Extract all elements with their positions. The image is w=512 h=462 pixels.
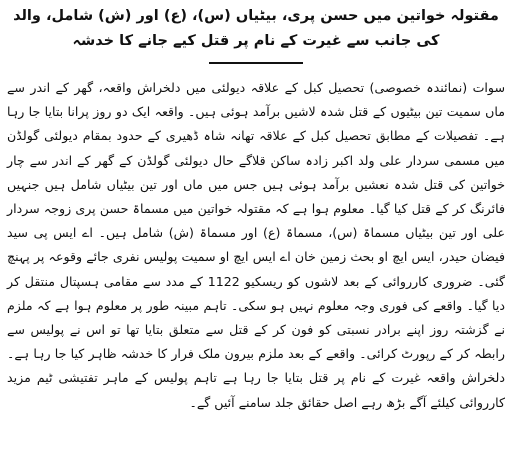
article-body: سوات (نمائندہ خصوصی) تحصیل کبل کے علاقہ دیولئی میں دلخراش واقعہ، گھر کے اندر سے ماں سمیت تین بیٹیوں کے قتل شدہ لاشیں برآمد ہوئی ہیں۔ واقعہ ایک دو روز پرانا بتایا جا رہا ہے۔ تفصیلات کے مطابق تحصیل کبل کے علاقہ تھانہ شاہ ڈھیری کے حدود بمقام دیولئی گولڈن میں مسمی سردار علی ولد اکبر زادہ ساکن قلاگے حال دیولئی گولڈن کے گھر کے اندر سے چار خواتین کی قتل شدہ نعشیں برآمد ہوئی ہیں جس میں ماں اور تین بیٹیاں شامل ہیں جنہیں فائرنگ کر کے قتل کیا گیا۔ معلوم ہوا ہے کہ مقتولہ خواتین میں مسماۃ حسن پری زوجہ سردار علی اور تین بیٹیاں مسماۃ (س)، مسماۃ (ع) اور مسماۃ (ش) شامل ہیں۔ اے ایس پی سید فیضان حیدر، ایس ایچ او بحث زمین خان اے ایس ایچ او سمیت پولیس نفری جائے وقوعہ پر پہنچ گئی۔ ضروری کارروائی کے بعد لاشوں کو ریسکیو 1122 کے مدد سے مقامی ہسپتال منتقل کر دیا گیا۔ واقعے کی فوری وجہ معلوم نہیں ہو سکی۔ تاہم مبینہ طور پر معلوم ہوا ہے کہ ملزم نے گزشتہ روز اپنے برادر نسبتی کو فون کر کے قتل سے متعلق بتایا تھا تو اس نے پولیس سے رابطہ کر کے رپورٹ کرائی۔ واقعے کے بعد ملزم بیرون ملک فرار کا خدشہ ظاہر کیا جا رہا ہے۔ دلخراش واقعہ غیرت کے نام پر قتل بتایا جا رہا ہے تاہم پولیس کے ماہر تفتیشی ٹیم مزید کارروائی کیلئے آگے بڑھ رہے اصل حقائق جلد سامنے آئیں گے۔ <box>7 80 506 410</box>
headline-divider <box>209 62 303 64</box>
article-headline: مقتولہ خواتین میں حسن پری، بیٹیاں (س)، (ع) اور (ش) شامل، والد کی جانب سے غیرت کے نام پر قتل کیے جانے کا خدشہ <box>13 8 499 49</box>
